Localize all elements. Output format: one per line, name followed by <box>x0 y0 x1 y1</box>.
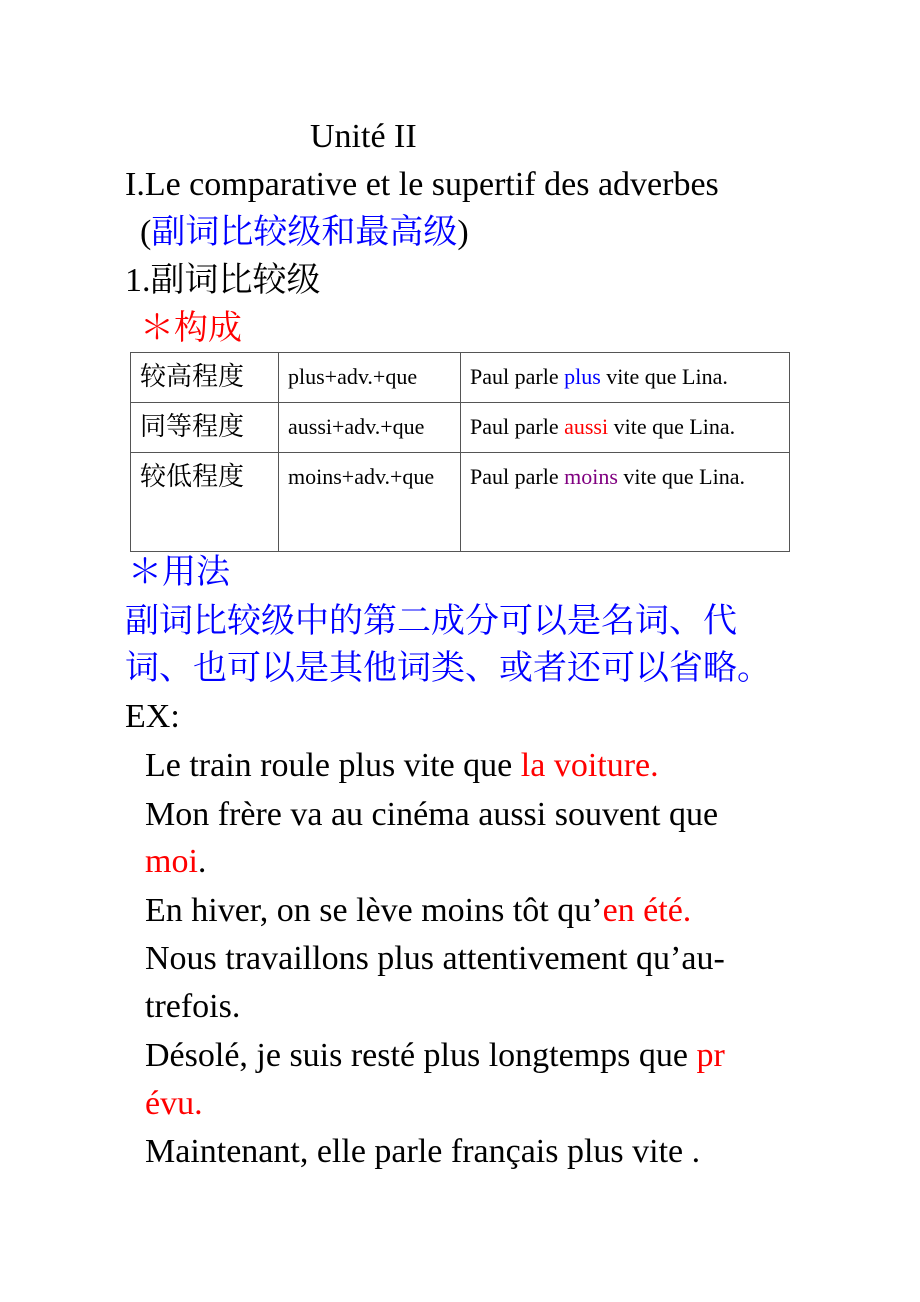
subheading <box>140 213 469 253</box>
degree-cell <box>131 453 279 552</box>
degree-cell <box>131 403 279 453</box>
example-segment: Désolé, je suis resté plus longtemps que <box>145 1037 697 1074</box>
degree-text: 较低程度 <box>140 462 245 491</box>
example-keyword: plus <box>564 364 601 389</box>
example-segment: trefois. <box>145 988 241 1025</box>
example-segment: Maintenant, elle parle français plus vite . <box>145 1133 701 1170</box>
example-sentence-line <box>145 1084 203 1124</box>
usage-text-line: 副词比较级中的第二成分可以是名词、代 <box>125 603 737 640</box>
example-pre: Paul parle <box>470 364 565 389</box>
example-cell <box>461 453 790 552</box>
example-sentence-line <box>145 795 718 835</box>
degree-text: 同等程度 <box>140 412 245 441</box>
table-row <box>131 453 790 552</box>
example-post: vite que Lina. <box>600 364 728 389</box>
example-pre: Paul parle <box>470 414 565 439</box>
example-segment: la voiture. <box>520 747 659 784</box>
table-row <box>131 403 790 453</box>
example-segment: Le train roule plus vite que <box>145 747 521 784</box>
example-segment: en été. <box>602 892 692 929</box>
example-sentence-line <box>145 939 725 979</box>
example-segment: . <box>197 843 207 880</box>
example-segment: évu. <box>145 1085 203 1122</box>
example-sentence-line <box>145 1036 725 1076</box>
comparison-table <box>130 352 790 552</box>
section-title: 1.副词比较级 <box>125 262 321 299</box>
example-segment: Nous travaillons plus attentivement qu’au- <box>145 940 725 977</box>
example-cell <box>461 403 790 453</box>
degree-text: 较高程度 <box>140 362 245 391</box>
formula-text: aussi+adv.+que <box>288 414 425 439</box>
paren-open: ( <box>140 214 152 251</box>
formula-text: plus+adv.+que <box>288 364 418 389</box>
unit-title: Unité II <box>310 118 417 155</box>
formula-cell <box>279 453 461 552</box>
example-sentence-line <box>145 891 691 931</box>
subheading-chinese: 副词比较级和最高级 <box>151 214 458 251</box>
formation-label: ＊构成 <box>140 310 242 347</box>
example-sentence-line <box>145 746 659 786</box>
example-pre: Paul parle <box>470 464 565 489</box>
formula-text: moins+adv.+que <box>288 464 435 489</box>
ex-label: EX: <box>125 698 180 735</box>
example-sentence-line <box>145 842 206 882</box>
degree-cell <box>131 353 279 403</box>
paren-close: ) <box>457 214 469 251</box>
usage-text-line: 词、也可以是其他词类、或者还可以省略。 <box>125 650 771 687</box>
formula-cell <box>279 403 461 453</box>
formula-cell <box>279 353 461 403</box>
example-post: vite que Lina. <box>608 414 736 439</box>
example-keyword: moins <box>564 464 618 489</box>
usage-label: ＊用法 <box>128 554 230 591</box>
example-cell <box>461 353 790 403</box>
example-sentence-line <box>145 1132 700 1172</box>
table-row <box>131 353 790 403</box>
example-segment: En hiver, on se lève moins tôt qu’ <box>145 892 603 929</box>
heading: I.Le comparative et le supertif des adverbes <box>125 166 719 203</box>
example-keyword: aussi <box>564 414 609 439</box>
example-segment: pr <box>696 1037 725 1074</box>
example-post: vite que Lina. <box>617 464 745 489</box>
example-segment: moi <box>145 843 198 880</box>
example-segment: Mon frère va au cinéma aussi souvent que <box>145 796 719 833</box>
example-sentence-line <box>145 987 240 1027</box>
